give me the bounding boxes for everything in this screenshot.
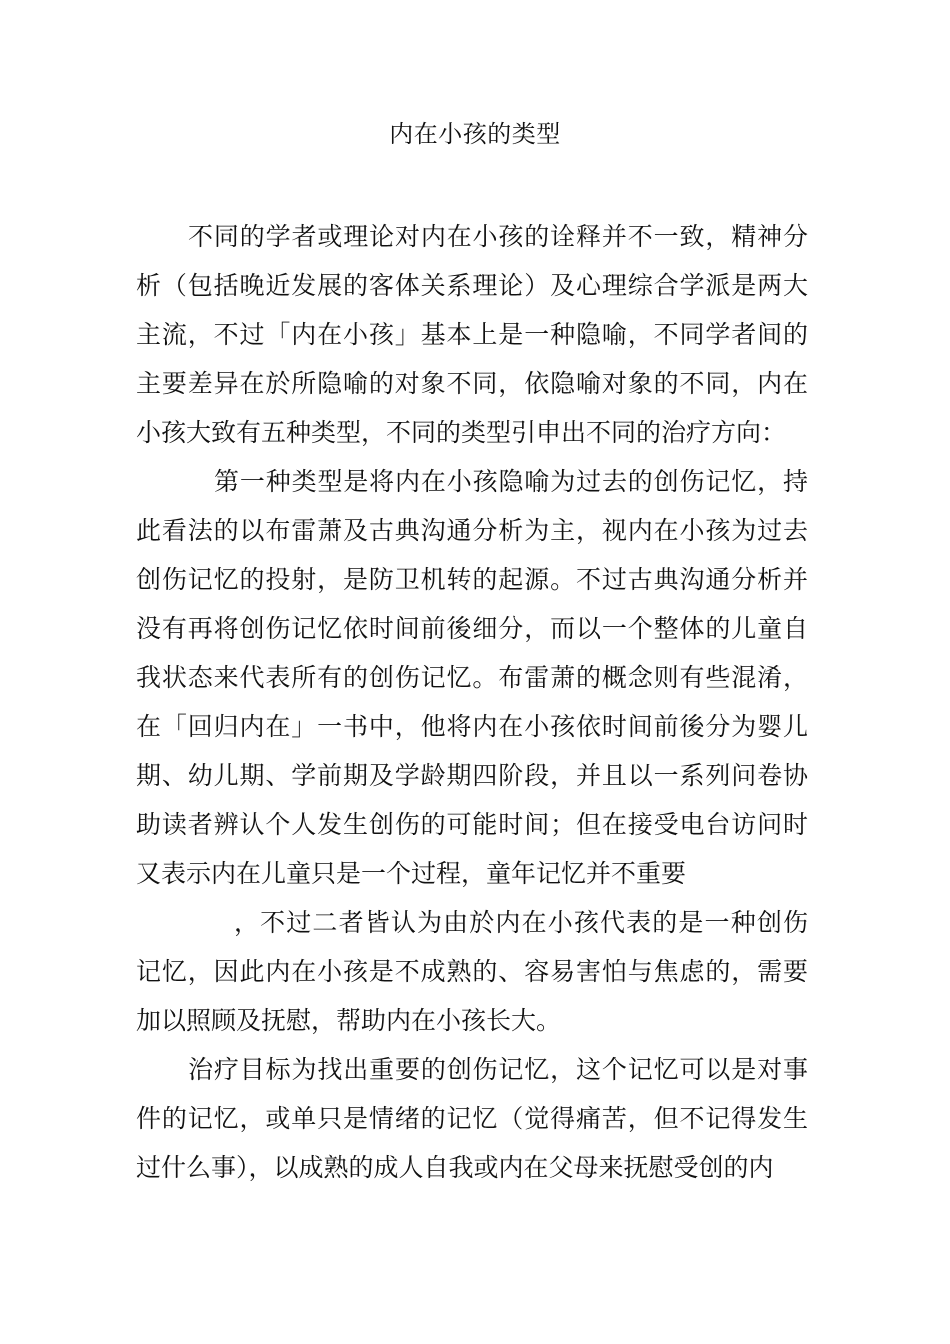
paragraph-intro: 不同的学者或理论对内在小孩的诠释并不一致，精神分析（包括晚近发展的客体关系理论）及心理综合学派是两大主流，不过「内在小孩」基本上是一种隐喻，不同学者间的主要差异在於所隐喻的对象不同，依隐喻对象的不同，内在小孩大致有五种类型，不同的类型引申出不同的治疗方向： [136,222,808,447]
document-body [136,212,808,1192]
paragraph-treatment-goal: 治疗目标为找出重要的创伤记忆，这个记忆可以是对事件的记忆，或单只是情绪的记忆（觉得痛苦，但不记得发生过什么事），以成熟的成人自我或内在父母来抚慰受创的内 [136,1055,808,1182]
paragraph-type-one: 第一种类型是将内在小孩隐喻为过去的创伤记忆，持此看法的以布雷萧及古典沟通分析为主，视内在小孩为过去创伤记忆的投射，是防卫机转的起源。不过古典沟通分析并没有再将创伤记忆依时间前後细分，而以一个整体的儿童自我状态来代表所有的创伤记忆。布雷萧的概念则有些混淆，在「回归内在」一书中，他将内在小孩依时间前後分为婴儿期、幼儿期、学前期及学龄期四阶段，并且以一系列问卷协助读者辨认个人发生创伤的可能时间；但在接受电台访问时又表示内在儿童只是一个过程，童年记忆并不重要 [136,467,808,888]
document-title: 内在小孩的类型 [389,120,561,148]
paragraph-continuation: ，不过二者皆认为由於内在小孩代表的是一种创伤记忆，因此内在小孩是不成熟的、容易害怕与焦虑的，需要加以照顾及抚慰，帮助内在小孩长大。 [136,908,808,1035]
